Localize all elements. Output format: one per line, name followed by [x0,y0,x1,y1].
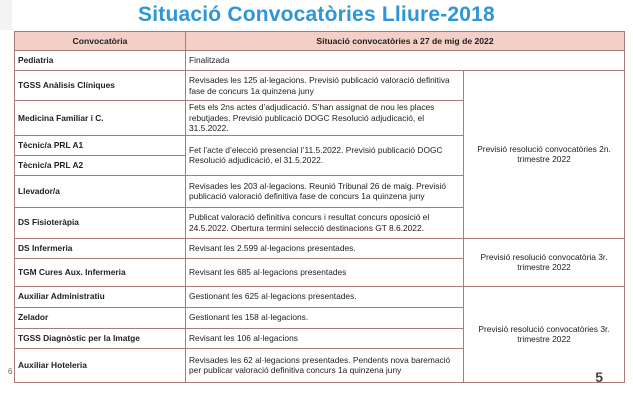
row-name: DS Fisioteràpia [15,207,186,238]
row-name: Tècnic/a PRL A2 [15,155,186,175]
table-row [15,238,625,258]
page-number: 5 [595,369,603,385]
table-row [15,286,625,307]
row-name: TGSS Diagnòstic per la Imatge [15,328,186,348]
row-status: Gestionant les 625 al·legacions presentades. [186,286,464,307]
slide-title: Situació Convocatòries Lliure-2018 [138,3,495,26]
row-status: Revisant les 685 al·legacions presentades [186,258,464,286]
forecast-group-2: Previsió resolució convocatòria 3r. trimestre 2022 [464,238,625,286]
row-status: Revisant les 2.599 al·legacions presentades. [186,238,464,258]
row-name: Tècnic/a PRL A1 [15,135,186,155]
row-status: Revisades les 62 al·legacions presentades. Pendents nova baremació per publicar valoració definitiva concurs 1a quinzena juny [186,348,464,382]
row-status: Fet l’acte d’elecció presencial l’11.5.2022. Previsió publicació DOGC Resolució adjudicació, el 31.5.2022. [186,135,464,175]
row-status: Publicat valoració definitiva concurs i resultat concurs oposició el 24.5.2022. Obertura termini selecció destinacions GT 8.6.2022. [186,207,464,238]
forecast-group-3: Previsió resolució convocatòries 3r. trimestre 2022 [464,286,625,382]
row-name: Auxiliar Administratiu [15,286,186,307]
row-status: Finalitzada [186,51,625,71]
header-convocatoria: Convocatòria [15,32,186,51]
edge-mark: 6 [8,367,13,376]
row-name: Pediatria [15,51,186,71]
row-status: Fets els 2ns actes d’adjudicació. S’han assignat de nou les places rebutjades. Previsió publicació DOGC Resolució adjudicació, el 31.5.2022. [186,101,464,136]
row-status: Revisades les 125 al·legacions. Previsió publicació valoració definitiva fase de concurs 1a quinzena juny [186,71,464,101]
convocatories-table [14,31,625,383]
table-header-row [15,32,625,51]
row-name: TGM Cures Aux. Infermeria [15,258,186,286]
row-status: Revisant les 106 al·legacions [186,328,464,348]
row-status: Gestionant les 158 al·legacions. [186,307,464,328]
row-name: TGSS Anàlisis Clíniques [15,71,186,101]
table-row [15,71,625,101]
row-name: Llevador/a [15,175,186,207]
row-name: Auxiliar Hoteleria [15,348,186,382]
table-row [15,51,625,71]
forecast-group-1: Previsió resolució convocatòries 2n. trimestre 2022 [464,71,625,239]
row-name: Medicina Familiar i C. [15,101,186,136]
header-situacio: Situació convocatòries a 27 de mig de 2022 [186,32,625,51]
row-status: Revisades les 203 al·legacions. Reunió Tribunal 26 de maig. Previsió publicació valoració definitiva fase de concurs 1a quinzena juny [186,175,464,207]
row-name: DS Infermeria [15,238,186,258]
row-name: Zelador [15,307,186,328]
